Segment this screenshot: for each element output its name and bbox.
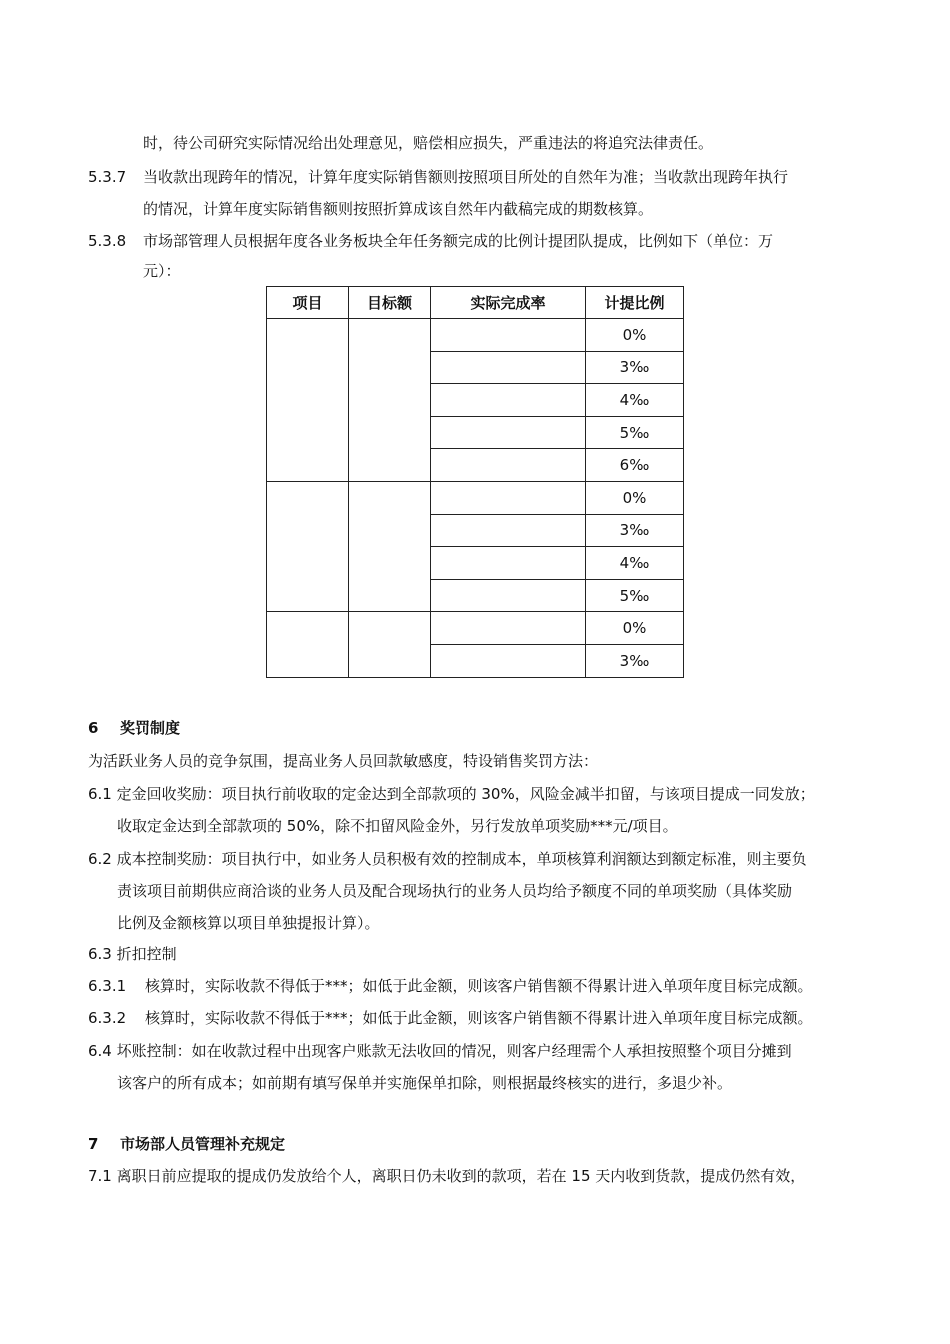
commission-rate-table (266, 286, 684, 678)
para-6-4-line-1: 6.4 坏账控制：如在收款过程中出现客户账款无法收回的情况，则客户经理需个人承担按照整个项目分摊到 (88, 1042, 792, 1060)
item-5-3-7-number: 5.3.7 (88, 168, 127, 186)
section-5-continuation: 时，待公司研究实际情况给出处理意见，赔偿相应损失，严重违法的将追究法律责任。 (143, 134, 714, 152)
para-6-2-line-1: 6.2 成本控制奖励：项目执行中，如业务人员积极有效的控制成本，单项核算利润额达到额定标准，则主要负 (88, 850, 807, 868)
rate-cell: 0% (586, 612, 684, 645)
header-completion-rate: 实际完成率 (431, 287, 586, 319)
rate-cell: 5‰ (586, 579, 684, 612)
para-6-3: 6.3 折扣控制 (88, 945, 177, 963)
completion-cell (431, 547, 586, 580)
table-row (267, 612, 684, 645)
completion-cell (431, 644, 586, 677)
item-5-3-7-text-2: 的情况，计算年度实际销售额则按照折算成该自然年内截稿完成的期数核算。 (143, 200, 654, 218)
completion-cell (431, 612, 586, 645)
rate-cell: 3‰ (586, 514, 684, 547)
rate-cell: 5‰ (586, 416, 684, 449)
completion-cell (431, 416, 586, 449)
section-6-number: 6 (88, 719, 99, 737)
group3-target-cell (349, 612, 431, 677)
rate-cell: 0% (586, 319, 684, 352)
table-header-row (267, 287, 684, 319)
header-commission-ratio: 计提比例 (586, 287, 684, 319)
section-6-intro: 为活跃业务人员的竞争氛围，提高业务人员回款敏感度，特设销售奖罚方法： (88, 752, 599, 770)
group2-target-cell (349, 481, 431, 611)
item-5-3-7-text-1: 当收款出现跨年的情况，计算年度实际销售额则按照项目所处的自然年为准；当收款出现跨年执行 (143, 168, 789, 186)
rate-cell: 0% (586, 481, 684, 514)
group1-project-cell (267, 319, 349, 482)
completion-cell (431, 579, 586, 612)
completion-cell (431, 319, 586, 352)
item-5-3-8-text-2: 元）： (143, 262, 181, 280)
para-6-3-2-text: 核算时，实际收款不得低于***；如低于此金额，则该客户销售额不得累计进入单项年度目标完成额。 (145, 1009, 813, 1027)
rate-cell: 3‰ (586, 644, 684, 677)
group2-project-cell (267, 481, 349, 611)
completion-cell (431, 514, 586, 547)
para-6-4-line-2: 该客户的所有成本；如前期有填写保单并实施保单扣除，则根据最终核实的进行，多退少补。 (117, 1074, 733, 1092)
item-5-3-8-number: 5.3.8 (88, 232, 127, 250)
para-6-3-1-text: 核算时，实际收款不得低于***；如低于此金额，则该客户销售额不得累计进入单项年度目标完成额。 (145, 977, 813, 995)
para-6-3-1-number: 6.3.1 (88, 977, 127, 995)
rate-cell: 6‰ (586, 449, 684, 482)
completion-cell (431, 384, 586, 417)
para-6-3-2-number: 6.3.2 (88, 1009, 127, 1027)
rate-cell: 3‰ (586, 351, 684, 384)
section-7-number: 7 (88, 1135, 99, 1153)
para-6-1-line-1: 6.1 定金回收奖励：项目执行前收取的定金达到全部款项的 30%，风险金减半扣留，与该项目提成一同发放； (88, 785, 815, 803)
completion-cell (431, 351, 586, 384)
para-6-1-line-2: 收取定金达到全部款项的 50%，除不扣留风险金外，另行发放单项奖励***元/项目。 (117, 817, 678, 835)
rate-cell: 4‰ (586, 384, 684, 417)
section-6-title: 奖罚制度 (120, 719, 181, 737)
group1-target-cell (349, 319, 431, 482)
rate-cell: 4‰ (586, 547, 684, 580)
para-6-2-line-2: 责该项目前期供应商洽谈的业务人员及配合现场执行的业务人员均给予额度不同的单项奖励（具体奖励 (117, 882, 793, 900)
para-7-1-line-1: 7.1 离职日前应提取的提成仍发放给个人，离职日仍未收到的款项，若在 15 天内收到货款，提成仍然有效， (88, 1167, 806, 1185)
table-row (267, 319, 684, 352)
header-project: 项目 (267, 287, 349, 319)
para-6-2-line-3: 比例及金额核算以项目单独提报计算）。 (117, 914, 380, 932)
table-row (267, 481, 684, 514)
completion-cell (431, 481, 586, 514)
group3-project-cell (267, 612, 349, 677)
completion-cell (431, 449, 586, 482)
header-target: 目标额 (349, 287, 431, 319)
section-7-title: 市场部人员管理补充规定 (120, 1135, 286, 1153)
item-5-3-8-text-1: 市场部管理人员根据年度各业务板块全年任务额完成的比例计提团队提成，比例如下（单位：万 (143, 232, 774, 250)
